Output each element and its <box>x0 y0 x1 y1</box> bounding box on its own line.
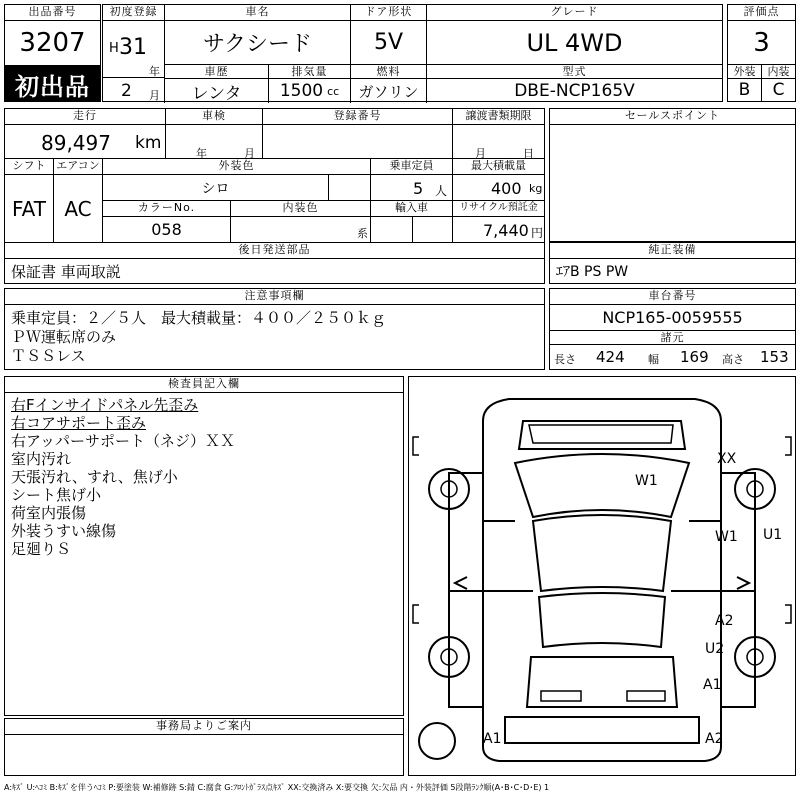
history: レンタ <box>165 79 269 103</box>
damage-mark-a1-bumper: A1 <box>483 731 502 747</box>
color-no-label: カラーNo. <box>103 201 231 217</box>
manual-cell <box>453 125 544 159</box>
year-unit: 年 <box>149 65 160 78</box>
color-no: 058 <box>103 217 231 243</box>
notes-line: ＰＷ運転席のみ <box>11 328 117 346</box>
cargo-area <box>527 657 677 707</box>
windshield <box>515 454 689 517</box>
damage-mark-u1: U1 <box>763 527 783 543</box>
rear-window <box>539 593 665 647</box>
width: 169 <box>680 348 709 366</box>
first-reg-cell <box>103 21 165 103</box>
sales-point-box <box>549 108 796 242</box>
inspector-line: 荷室内張傷 <box>11 504 87 522</box>
fuel: ガソリン <box>351 79 427 103</box>
inspector-line: 右Fインサイドパネル先歪み <box>11 396 199 414</box>
interior-color-unit: 系 <box>357 227 368 240</box>
notes-line: 乗車定員：２／５人 最大積載量：４００／２５０ｋｇ <box>11 309 387 327</box>
score-label: 評価点 <box>728 5 795 21</box>
header-grid <box>102 4 723 102</box>
notes-box <box>4 288 545 370</box>
mileage: 89,497 <box>41 131 111 155</box>
inspector-box <box>4 376 404 716</box>
header-section <box>4 4 796 104</box>
reg-no-label: 登録番号 <box>263 109 453 125</box>
sales-point-label: セールスポイント <box>550 109 795 125</box>
capacity: 5 <box>413 179 424 198</box>
inspector-line: 足廻りＳ <box>11 540 72 558</box>
mirror-right <box>737 577 749 589</box>
length-label: 長さ <box>554 353 576 366</box>
first-listing-text: 初出品 <box>15 72 90 101</box>
month-unit: 月 <box>149 89 160 102</box>
inspector-line: 外装うすい線傷 <box>11 522 117 540</box>
grade-label: グレード <box>427 5 722 21</box>
grade: UL 4WD <box>427 21 722 65</box>
chassis-number: NCP165-0059555 <box>550 305 795 331</box>
capacity-unit: 人 <box>435 184 448 198</box>
fuel-label: 燃料 <box>351 65 427 79</box>
recycle-label: リサイクル預託金 <box>453 201 544 217</box>
recycle: 7,440 <box>483 221 529 240</box>
front-grille <box>529 425 673 443</box>
notes-label: 注意事項欄 <box>5 289 544 305</box>
mileage-cell <box>5 125 166 159</box>
displacement-unit: cc <box>327 84 340 98</box>
max-load-cell <box>453 175 544 201</box>
inspector-line: 右コアサポート歪み <box>11 414 147 432</box>
import-label: 輸入車 <box>371 201 453 217</box>
lot-number-label: 出品番号 <box>5 5 100 21</box>
width-label: 幅 <box>648 353 659 366</box>
displacement-label: 排気量 <box>269 65 351 79</box>
inspection-cell <box>166 125 263 159</box>
era: H <box>109 41 119 56</box>
inspector-label: 検査員記入欄 <box>5 377 403 393</box>
length: 424 <box>596 348 625 366</box>
shift: FAT <box>5 175 54 243</box>
mileage-unit: km <box>135 133 162 153</box>
reg-month: 2 <box>121 81 132 101</box>
mileage-label: 走行 <box>5 109 166 125</box>
first-reg-label: 初度登録 <box>103 5 165 21</box>
damage-mark-a1-rear: A1 <box>703 677 722 693</box>
equipment: ｴｱB PS PW <box>556 264 629 280</box>
height-label: 高さ <box>722 353 744 366</box>
exterior-color: シロ <box>103 175 329 201</box>
equipment-label: 純正装備 <box>550 243 795 259</box>
interior-color-cell <box>231 217 371 243</box>
damage-mark-w1-door: W1 <box>715 529 738 545</box>
inspector-line: 天張汚れ、すれ、焦げ小 <box>11 468 178 486</box>
equipment-box <box>549 242 796 284</box>
office-box <box>4 718 404 776</box>
door-label: ドア形状 <box>351 5 427 21</box>
exterior-color-label: 外装色 <box>103 159 371 175</box>
import-cell-a <box>371 217 413 243</box>
capacity-cell <box>371 175 453 201</box>
recycle-unit: 円 <box>531 226 544 240</box>
model-label: 型式 <box>427 65 722 79</box>
rear-lamp <box>627 691 665 701</box>
interior-label: 内装 <box>762 65 795 79</box>
inspector-notes <box>11 396 235 558</box>
car-name-label: 車名 <box>165 5 351 21</box>
manual-label: 譲渡書類期限 <box>453 109 544 125</box>
roof <box>533 515 671 591</box>
damage-mark-w1-roof: W1 <box>635 473 658 489</box>
damage-mark-u2: U2 <box>705 641 725 657</box>
later-parts: 保証書 車両取説 <box>11 263 121 281</box>
office-label: 事務局よりご案内 <box>5 719 403 735</box>
damage-mark-xx: XX <box>717 451 737 467</box>
inspection-month-unit: 月 <box>244 147 255 160</box>
exterior-label: 外装 <box>728 65 762 79</box>
exterior-grade: B <box>728 79 762 101</box>
later-parts-label: 後日発送部品 <box>5 243 544 259</box>
first-listing-badge <box>4 66 101 102</box>
chassis-box <box>549 288 796 370</box>
exterior-color-extra <box>329 175 371 201</box>
inspector-line: 室内汚れ <box>11 450 72 468</box>
score: 3 <box>728 21 795 65</box>
history-label: 車歴 <box>165 65 269 79</box>
manual-day-unit: 日 <box>523 147 534 160</box>
dims-label: 諸元 <box>550 331 795 345</box>
notes-text <box>11 309 386 366</box>
interior-grade: C <box>772 80 785 100</box>
inspection-year-unit: 年 <box>196 147 207 160</box>
car-name: サクシード <box>165 21 351 65</box>
car-diagram <box>408 376 796 776</box>
reg-no-cell <box>263 125 453 159</box>
reg-year: 31 <box>119 35 147 60</box>
rear-bumper <box>505 717 699 743</box>
recycle-cell <box>453 217 544 243</box>
import-cell-b <box>413 217 453 243</box>
shift-label: シフト <box>5 159 54 175</box>
manual-month-unit: 月 <box>475 147 486 160</box>
height: 153 <box>760 348 789 366</box>
door-type: 5V <box>351 21 427 65</box>
damage-mark-a2-bumper: A2 <box>705 731 724 747</box>
max-load-unit: kg <box>529 182 543 195</box>
inspector-line: シート焦げ小 <box>11 486 102 504</box>
model: DBE-NCP165V <box>514 81 635 101</box>
footer-legend: A:ｷｽﾞ U:ﾍｺﾐ B:ｷｽﾞを伴うﾍｺﾐ P:要塗装 W:補修跡 S:錆 C:腐食 G:ﾌﾛﾝﾄｶﾞﾗｽ点ｷｽﾞ XX:交換済み X:要交換 欠:欠品 内・外装評価 5段階ﾗﾝｸ順(A･B･C･D･E) 1 <box>4 783 550 792</box>
ac-label: エアコン <box>54 159 103 175</box>
lot-number-box <box>4 4 101 66</box>
mirror-left <box>455 577 467 589</box>
lot-number: 3207 <box>19 28 86 58</box>
chassis-label: 車台番号 <box>550 289 795 305</box>
capacity-label: 乗車定員 <box>371 159 453 175</box>
notes-line: ＴＳＳレス <box>11 347 86 365</box>
inspector-line: 右アッパーサポート（ネジ）ＸＸ <box>11 432 235 450</box>
max-load-label: 最大積載量 <box>453 159 544 175</box>
interior-color-label: 内装色 <box>231 201 371 217</box>
max-load: 400 <box>491 179 522 198</box>
rear-plate <box>541 691 581 701</box>
spare-tire <box>419 723 455 759</box>
displacement: 1500 <box>279 81 324 101</box>
damage-mark-a2-door: A2 <box>715 613 734 629</box>
score-box <box>727 4 796 102</box>
inspection-label: 車検 <box>166 109 263 125</box>
vehicle-details <box>4 108 545 284</box>
ac: AC <box>54 175 103 243</box>
car-diagram-drawing <box>409 377 795 775</box>
